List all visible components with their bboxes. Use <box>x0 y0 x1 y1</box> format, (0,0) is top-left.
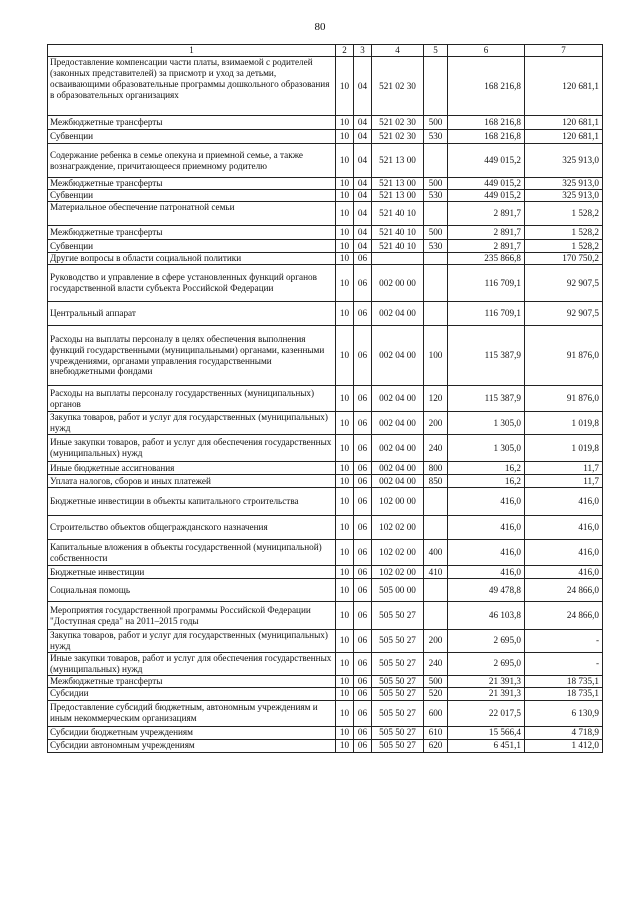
row-name: Субсидии автономным учреждениям <box>48 739 336 752</box>
row-target-article: 002 04 00 <box>372 412 424 435</box>
table-row <box>48 240 603 253</box>
table-row <box>48 130 603 144</box>
row-subsection: 04 <box>354 144 372 178</box>
row-value-2013: 21 391,3 <box>448 675 525 687</box>
row-value-2013: 115 387,9 <box>448 326 525 386</box>
header-col-4: 4 <box>372 45 424 57</box>
table-row <box>48 462 603 475</box>
table-row <box>48 739 603 752</box>
row-section: 10 <box>336 190 354 202</box>
row-target-article: 002 04 00 <box>372 302 424 326</box>
row-name: Межбюджетные трансферты <box>48 226 336 240</box>
row-value-2013: 21 391,3 <box>448 687 525 700</box>
row-name: Капитальные вложения в объекты государственной (муниципальной) собственности <box>48 540 336 566</box>
row-value-2014: 1 528,2 <box>525 202 603 226</box>
row-section: 10 <box>336 202 354 226</box>
row-target-article: 505 50 27 <box>372 687 424 700</box>
row-target-article: 505 50 27 <box>372 652 424 675</box>
row-value-2013: 16,2 <box>448 462 525 475</box>
row-target-article: 102 00 00 <box>372 488 424 516</box>
table-row <box>48 488 603 516</box>
row-value-2013: 449 015,2 <box>448 144 525 178</box>
row-expense-type <box>424 516 448 540</box>
table-row <box>48 700 603 726</box>
row-name: Строительство объектов общегражданского назначения <box>48 516 336 540</box>
row-value-2013: 116 709,1 <box>448 265 525 302</box>
row-value-2013: 2 891,7 <box>448 226 525 240</box>
row-expense-type <box>424 57 448 116</box>
table-row <box>48 435 603 462</box>
row-name: Закупка товаров, работ и услуг для государственных (муниципальных) нужд <box>48 412 336 435</box>
row-section: 10 <box>336 540 354 566</box>
row-expense-type: 120 <box>424 386 448 412</box>
row-value-2014: 170 750,2 <box>525 253 603 265</box>
header-col-7: 7 <box>525 45 603 57</box>
row-value-2013: 168 216,8 <box>448 130 525 144</box>
row-section: 10 <box>336 326 354 386</box>
row-expense-type: 600 <box>424 700 448 726</box>
row-name: Социальная помощь <box>48 579 336 602</box>
header-col-5: 5 <box>424 45 448 57</box>
row-subsection: 06 <box>354 579 372 602</box>
row-expense-type: 500 <box>424 178 448 190</box>
row-section: 10 <box>336 265 354 302</box>
row-section: 10 <box>336 253 354 265</box>
row-value-2014: 325 913,0 <box>525 190 603 202</box>
row-value-2014: 4 718,9 <box>525 726 603 739</box>
row-value-2014: 120 681,1 <box>525 130 603 144</box>
row-target-article: 521 02 30 <box>372 57 424 116</box>
row-value-2014: 120 681,1 <box>525 57 603 116</box>
row-target-article: 521 13 00 <box>372 190 424 202</box>
row-target-article: 002 04 00 <box>372 386 424 412</box>
row-section: 10 <box>336 435 354 462</box>
row-section: 10 <box>336 130 354 144</box>
row-value-2014: 91 876,0 <box>525 386 603 412</box>
table-row <box>48 726 603 739</box>
table-row <box>48 265 603 302</box>
row-target-article: 521 40 10 <box>372 226 424 240</box>
row-value-2014: - <box>525 652 603 675</box>
row-name: Расходы на выплаты персоналу государственных (муниципальных) органов <box>48 386 336 412</box>
row-section: 10 <box>336 386 354 412</box>
row-subsection: 06 <box>354 630 372 653</box>
row-value-2013: 449 015,2 <box>448 178 525 190</box>
row-target-article: 002 00 00 <box>372 265 424 302</box>
row-expense-type <box>424 253 448 265</box>
row-value-2014: 416,0 <box>525 566 603 579</box>
row-name: Бюджетные инвестиции <box>48 566 336 579</box>
row-name: Другие вопросы в области социальной политики <box>48 253 336 265</box>
table-row <box>48 475 603 488</box>
row-subsection: 06 <box>354 412 372 435</box>
table-row <box>48 566 603 579</box>
row-value-2013: 22 017,5 <box>448 700 525 726</box>
row-expense-type <box>424 488 448 516</box>
row-name: Содержание ребенка в семье опекуна и приемной семье, а также вознаграждение, причитающееся приемному родителю <box>48 144 336 178</box>
row-value-2014: 11,7 <box>525 462 603 475</box>
row-section: 10 <box>336 739 354 752</box>
row-value-2014: 1 019,8 <box>525 435 603 462</box>
table-row <box>48 326 603 386</box>
table-row <box>48 630 603 653</box>
row-section: 10 <box>336 240 354 253</box>
row-expense-type: 850 <box>424 475 448 488</box>
row-target-article: 505 50 27 <box>372 726 424 739</box>
table-row <box>48 116 603 130</box>
row-subsection: 04 <box>354 57 372 116</box>
row-name: Межбюджетные трансферты <box>48 675 336 687</box>
row-expense-type: 610 <box>424 726 448 739</box>
row-subsection: 06 <box>354 675 372 687</box>
row-value-2014: 416,0 <box>525 488 603 516</box>
row-name: Иные закупки товаров, работ и услуг для обеспечения государственных (муниципальных) нужд <box>48 652 336 675</box>
row-value-2013: 2 695,0 <box>448 630 525 653</box>
table-row <box>48 412 603 435</box>
row-expense-type: 530 <box>424 190 448 202</box>
header-col-3: 3 <box>354 45 372 57</box>
budget-table <box>47 44 603 753</box>
table-row <box>48 144 603 178</box>
header-col-6: 6 <box>448 45 525 57</box>
row-target-article: 521 02 30 <box>372 130 424 144</box>
header-row <box>48 45 603 57</box>
row-section: 10 <box>336 675 354 687</box>
row-value-2013: 1 305,0 <box>448 435 525 462</box>
table-row <box>48 579 603 602</box>
header-col-2: 2 <box>336 45 354 57</box>
row-value-2013: 49 478,8 <box>448 579 525 602</box>
row-section: 10 <box>336 475 354 488</box>
row-target-article: 002 04 00 <box>372 435 424 462</box>
table-row <box>48 302 603 326</box>
row-section: 10 <box>336 462 354 475</box>
row-expense-type: 800 <box>424 462 448 475</box>
row-subsection: 06 <box>354 602 372 630</box>
table-row <box>48 602 603 630</box>
row-expense-type: 400 <box>424 540 448 566</box>
row-value-2014: 120 681,1 <box>525 116 603 130</box>
row-subsection: 06 <box>354 475 372 488</box>
row-subsection: 06 <box>354 739 372 752</box>
row-name: Иные закупки товаров, работ и услуг для обеспечения государственных (муниципальных) нужд <box>48 435 336 462</box>
row-section: 10 <box>336 226 354 240</box>
row-target-article <box>372 253 424 265</box>
row-subsection: 04 <box>354 226 372 240</box>
row-name: Иные бюджетные ассигнования <box>48 462 336 475</box>
table-row <box>48 652 603 675</box>
row-value-2014: 6 130,9 <box>525 700 603 726</box>
row-expense-type: 520 <box>424 687 448 700</box>
row-subsection: 06 <box>354 302 372 326</box>
table-row <box>48 253 603 265</box>
row-value-2014: 24 866,0 <box>525 579 603 602</box>
row-target-article: 521 02 30 <box>372 116 424 130</box>
row-section: 10 <box>336 144 354 178</box>
row-target-article: 002 04 00 <box>372 462 424 475</box>
row-expense-type: 410 <box>424 566 448 579</box>
row-value-2014: 1 412,0 <box>525 739 603 752</box>
page-number: 80 <box>314 21 326 33</box>
row-value-2014: 1 528,2 <box>525 226 603 240</box>
row-name: Руководство и управление в сфере установленных функций органов государственной власти субъекта Российской Федерации <box>48 265 336 302</box>
row-value-2014: 24 866,0 <box>525 602 603 630</box>
row-expense-type: 530 <box>424 240 448 253</box>
row-section: 10 <box>336 630 354 653</box>
row-section: 10 <box>336 302 354 326</box>
table-row <box>48 190 603 202</box>
row-value-2013: 168 216,8 <box>448 57 525 116</box>
row-value-2013: 235 866,8 <box>448 253 525 265</box>
row-section: 10 <box>336 516 354 540</box>
row-section: 10 <box>336 726 354 739</box>
table-row <box>48 675 603 687</box>
row-value-2013: 16,2 <box>448 475 525 488</box>
row-expense-type: 620 <box>424 739 448 752</box>
row-name: Субвенции <box>48 240 336 253</box>
row-value-2013: 116 709,1 <box>448 302 525 326</box>
row-expense-type <box>424 602 448 630</box>
row-target-article: 505 50 27 <box>372 675 424 687</box>
row-subsection: 06 <box>354 566 372 579</box>
row-expense-type <box>424 202 448 226</box>
row-value-2014: 18 735,1 <box>525 675 603 687</box>
row-value-2014: 92 907,5 <box>525 265 603 302</box>
row-subsection: 06 <box>354 253 372 265</box>
row-expense-type: 200 <box>424 630 448 653</box>
row-target-article: 521 13 00 <box>372 144 424 178</box>
row-section: 10 <box>336 687 354 700</box>
row-name: Расходы на выплаты персоналу в целях обеспечения выполнения функций государственными (муниципальными) органами, казенными учреждениями, органами управления государственными внебюджетными фондами <box>48 326 336 386</box>
row-value-2013: 2 891,7 <box>448 240 525 253</box>
row-target-article: 002 04 00 <box>372 475 424 488</box>
row-section: 10 <box>336 488 354 516</box>
table-row <box>48 386 603 412</box>
row-value-2014: 91 876,0 <box>525 326 603 386</box>
row-value-2013: 1 305,0 <box>448 412 525 435</box>
row-subsection: 06 <box>354 726 372 739</box>
table-row <box>48 57 603 116</box>
row-name: Центральный аппарат <box>48 302 336 326</box>
row-target-article: 505 00 00 <box>372 579 424 602</box>
row-value-2014: 416,0 <box>525 516 603 540</box>
row-name: Предоставление субсидий бюджетным, автономным учреждениям и иным некоммерческим организациям <box>48 700 336 726</box>
row-target-article: 521 40 10 <box>372 202 424 226</box>
row-target-article: 102 02 00 <box>372 540 424 566</box>
table-row <box>48 687 603 700</box>
row-value-2013: 2 695,0 <box>448 652 525 675</box>
row-name: Бюджетные инвестиции в объекты капитального строительства <box>48 488 336 516</box>
row-value-2013: 46 103,8 <box>448 602 525 630</box>
row-name: Субвенции <box>48 190 336 202</box>
row-target-article: 505 50 27 <box>372 602 424 630</box>
row-name: Субвенции <box>48 130 336 144</box>
row-expense-type: 500 <box>424 116 448 130</box>
row-value-2013: 449 015,2 <box>448 190 525 202</box>
row-target-article: 505 50 27 <box>372 630 424 653</box>
row-value-2013: 416,0 <box>448 488 525 516</box>
row-subsection: 04 <box>354 190 372 202</box>
row-section: 10 <box>336 652 354 675</box>
row-value-2013: 2 891,7 <box>448 202 525 226</box>
row-expense-type: 100 <box>424 326 448 386</box>
row-name: Предоставление компенсации части платы, взимаемой с родителей (законных представителей) за присмотр и уход за детьми, осваивающими образовательные программы дошкольного образования в образовательных организациях <box>48 57 336 116</box>
row-section: 10 <box>336 57 354 116</box>
row-expense-type: 530 <box>424 130 448 144</box>
row-subsection: 06 <box>354 326 372 386</box>
row-expense-type <box>424 265 448 302</box>
row-value-2013: 416,0 <box>448 566 525 579</box>
row-expense-type <box>424 579 448 602</box>
row-target-article: 521 40 10 <box>372 240 424 253</box>
row-subsection: 04 <box>354 178 372 190</box>
row-value-2014: 92 907,5 <box>525 302 603 326</box>
row-value-2014: - <box>525 630 603 653</box>
table-row <box>48 516 603 540</box>
row-target-article: 521 13 00 <box>372 178 424 190</box>
row-subsection: 06 <box>354 652 372 675</box>
row-subsection: 06 <box>354 435 372 462</box>
row-value-2013: 115 387,9 <box>448 386 525 412</box>
row-expense-type: 500 <box>424 675 448 687</box>
row-section: 10 <box>336 566 354 579</box>
row-expense-type: 500 <box>424 226 448 240</box>
row-expense-type: 240 <box>424 652 448 675</box>
table-row <box>48 540 603 566</box>
row-name: Межбюджетные трансферты <box>48 178 336 190</box>
row-subsection: 04 <box>354 130 372 144</box>
row-subsection: 06 <box>354 386 372 412</box>
row-expense-type <box>424 144 448 178</box>
row-subsection: 06 <box>354 462 372 475</box>
row-target-article: 102 02 00 <box>372 516 424 540</box>
row-value-2013: 416,0 <box>448 516 525 540</box>
row-value-2013: 15 566,4 <box>448 726 525 739</box>
row-value-2014: 416,0 <box>525 540 603 566</box>
row-name: Субсидии бюджетным учреждениям <box>48 726 336 739</box>
row-value-2014: 1 019,8 <box>525 412 603 435</box>
header-col-1: 1 <box>48 45 336 57</box>
row-target-article: 505 50 27 <box>372 739 424 752</box>
table-row <box>48 178 603 190</box>
row-section: 10 <box>336 116 354 130</box>
row-name: Закупка товаров, работ и услуг для государственных (муниципальных) нужд <box>48 630 336 653</box>
table-row <box>48 202 603 226</box>
row-value-2013: 416,0 <box>448 540 525 566</box>
row-subsection: 06 <box>354 700 372 726</box>
row-value-2014: 18 735,1 <box>525 687 603 700</box>
row-section: 10 <box>336 178 354 190</box>
row-section: 10 <box>336 579 354 602</box>
row-name: Материальное обеспечение патронатной семьи <box>48 202 336 226</box>
row-subsection: 04 <box>354 116 372 130</box>
row-value-2013: 6 451,1 <box>448 739 525 752</box>
row-expense-type <box>424 302 448 326</box>
row-name: Уплата налогов, сборов и иных платежей <box>48 475 336 488</box>
row-subsection: 06 <box>354 540 372 566</box>
row-subsection: 04 <box>354 240 372 253</box>
row-value-2014: 325 913,0 <box>525 178 603 190</box>
row-name: Мероприятия государственной программы Российской Федерации "Доступная среда" на 2011–2015 годы <box>48 602 336 630</box>
row-target-article: 505 50 27 <box>372 700 424 726</box>
row-value-2014: 325 913,0 <box>525 144 603 178</box>
row-subsection: 06 <box>354 488 372 516</box>
row-section: 10 <box>336 602 354 630</box>
row-value-2013: 168 216,8 <box>448 116 525 130</box>
row-name: Межбюджетные трансферты <box>48 116 336 130</box>
row-value-2014: 1 528,2 <box>525 240 603 253</box>
row-name: Субсидии <box>48 687 336 700</box>
row-section: 10 <box>336 700 354 726</box>
table-row <box>48 226 603 240</box>
row-subsection: 04 <box>354 202 372 226</box>
row-subsection: 06 <box>354 687 372 700</box>
row-expense-type: 240 <box>424 435 448 462</box>
row-target-article: 102 02 00 <box>372 566 424 579</box>
row-target-article: 002 04 00 <box>372 326 424 386</box>
row-section: 10 <box>336 412 354 435</box>
row-subsection: 06 <box>354 265 372 302</box>
row-subsection: 06 <box>354 516 372 540</box>
row-expense-type: 200 <box>424 412 448 435</box>
row-value-2014: 11,7 <box>525 475 603 488</box>
